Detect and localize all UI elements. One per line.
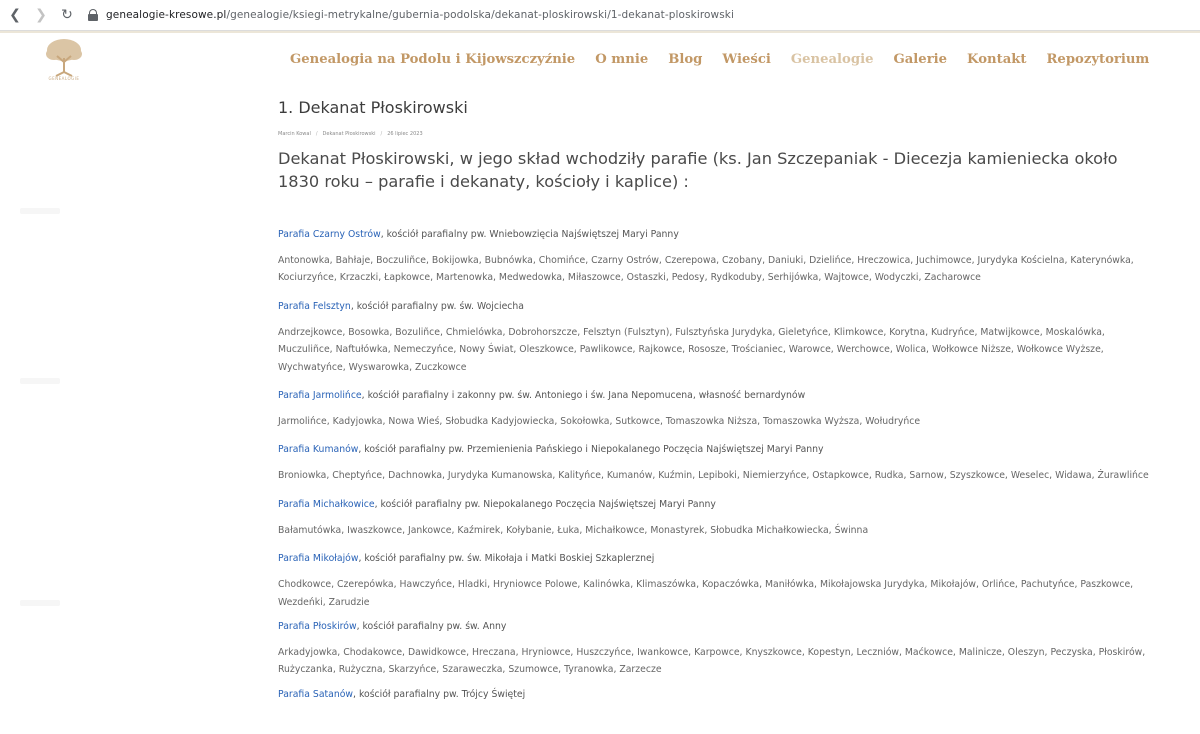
article bbox=[278, 98, 1158, 702]
parish-link[interactable]: Parafia Satanów bbox=[278, 688, 354, 700]
main-nav bbox=[290, 52, 1169, 67]
nav-wiesci[interactable]: Wieści bbox=[722, 52, 771, 67]
parish-heading: Parafia Jarmolińce, kościół parafialny i zakonny pw. św. Antoniego i św. Jana Nepomucena, własność bernardynów bbox=[278, 390, 806, 402]
parish-heading: Parafia Satanów, kościół parafialny pw. Trójcy Świętej bbox=[278, 688, 526, 700]
parish-heading: Parafia Mikołajów, kościół parafialny pw. św. Mikołaja i Matki Boskiej Szkaplerznej bbox=[278, 553, 655, 565]
nav-kontakt[interactable]: Kontakt bbox=[967, 52, 1027, 67]
nav-genealogie[interactable]: Genealogie bbox=[790, 52, 874, 67]
address-bar[interactable] bbox=[106, 9, 734, 21]
sidebar-placeholder bbox=[20, 600, 60, 606]
parish-link[interactable]: Parafia Czarny Ostrów bbox=[278, 229, 381, 240]
logo-text: GENEALOGIE bbox=[48, 76, 80, 81]
village-list: Jarmolińce, Kadyjowka, Nowa Wieś, Słobudka Kadyjowiecka, Sokołowka, Sutkowce, Tomaszowka Niższa, Tomaszowka Wyższa, Wołudryńce bbox=[278, 416, 921, 428]
nav-o-mnie[interactable]: O mnie bbox=[595, 52, 649, 67]
nav-blog[interactable]: Blog bbox=[668, 52, 703, 67]
village-list: Andrzejkowce, Bosowka, Bozuliñce, Chmielówka, Dobrohorszcze, Felsztyn (Fulsztyn), Fulsztyńska Jurydyka, Gieletyńce, Klimkowce, Korytna, Kudryńce, Matwijkowce, Moskalówka, Muczuliñce, Naftułówka, Nemeczyńce, Nowy Świat, Oleszkowce, Pawlikowce, Rajkowce, Rososze, Trościaniec, Warowce, Werchowce, Wolica, Wołkowce Niższe, Wołkowce Wyższe, Wychwatyńce, Wyswarowka, Zuczkowce bbox=[278, 326, 1105, 373]
meta-category[interactable]: Dekanat Płoskirowski bbox=[322, 131, 376, 137]
village-list: Bałamutówka, Iwaszkowce, Jankowce, Kaźmirek, Kołybanie, Łuka, Michałkowce, Monastyrek, Słobudka Michałkowiecka, Świnna bbox=[278, 524, 869, 536]
lock-icon[interactable] bbox=[88, 9, 98, 21]
article-meta: Marcin Kowal / Dekanat Płoskirowski / 26 lipiec 2023 bbox=[278, 131, 423, 137]
browser-toolbar bbox=[0, 0, 1200, 31]
village-list: Arkadyjowka, Chodakowce, Dawidkowce, Hreczana, Hryniowce, Huszczyńce, Iwankowce, Karpowce, Knyszkowce, Kopestyn, Leczniów, Maćkowce, Malinicze, Oleszyn, Peczyska, Płoskirów, Rużyczanka, Rużyczna, Skarzyńce, Szaraweczka, Szumowce, Tyranowka, Zarzecze bbox=[278, 647, 1146, 676]
meta-author[interactable]: Marcin Kowal bbox=[278, 131, 311, 137]
nav-galerie[interactable]: Galerie bbox=[893, 52, 948, 67]
parish-link[interactable]: Parafia Mikołajów bbox=[278, 553, 359, 565]
parish-heading: Parafia Płoskirów, kościół parafialny pw. św. Anny bbox=[278, 621, 507, 633]
tree-icon bbox=[40, 36, 88, 80]
parish-heading: Parafia Felsztyn, kościół parafialny pw. św. Wojciecha bbox=[278, 300, 525, 312]
parish-heading: Parafia Czarny Ostrów, kościół parafialny pw. Wniebowzięcia Najświętszej Maryi Panny bbox=[278, 229, 679, 240]
forward-icon[interactable]: ❯ bbox=[35, 7, 47, 23]
meta-date: 26 lipiec 2023 bbox=[387, 131, 423, 137]
sidebar-placeholder bbox=[20, 208, 60, 214]
sidebar-placeholder bbox=[20, 378, 60, 384]
back-icon[interactable]: ❮ bbox=[9, 7, 21, 23]
parish-heading: Parafia Kumanów, kościół parafialny pw. Przemienienia Pańskiego i Niepokalanego Poczęcia Najświętszej Maryi Panny bbox=[278, 444, 824, 456]
article-headline: Dekanat Płoskirowski, w jego skład wchodziły parafie (ks. Jan Szczepaniak - Diecezja kamieniecka około 1830 roku – parafie i dekanaty, kościoły i kaplice) : bbox=[278, 149, 1118, 191]
parish-link[interactable]: Parafia Kumanów bbox=[278, 444, 359, 456]
parish-link[interactable]: Parafia Płoskirów bbox=[278, 621, 357, 633]
parish-link[interactable]: Parafia Michałkowice bbox=[278, 498, 375, 510]
parish-link[interactable]: Parafia Felsztyn bbox=[278, 300, 351, 312]
nav-repozytorium[interactable]: Repozytorium bbox=[1046, 52, 1150, 67]
url-path: /genealogie/ksiegi-metrykalne/gubernia-podolska/dekanat-ploskirowski/1-dekanat-ploskirowski bbox=[226, 9, 734, 21]
page-title: 1. Dekanat Płoskirowski bbox=[278, 98, 468, 117]
nav-home[interactable]: Genealogia na Podolu i Kijowszczyźnie bbox=[290, 52, 576, 67]
header-divider bbox=[0, 31, 1200, 33]
parish-heading: Parafia Michałkowice, kościół parafialny pw. Niepokalanego Poczęcia Najświętszej Maryi Panny bbox=[278, 498, 716, 510]
url-host: genealogie-kresowe.pl bbox=[106, 9, 227, 21]
parish-link[interactable]: Parafia Jarmolińce bbox=[278, 390, 362, 402]
reload-icon[interactable]: ↻ bbox=[61, 7, 73, 23]
village-list: Chodkowce, Czerepówka, Hawczyńce, Hladki, Hryniowce Polowe, Kalinówka, Klimaszówka, Kopaczówka, Maniłówka, Mikołajowska Jurydyka, Mikołajów, Orlińce, Pachutyńce, Paszkowce, Wezdeńki, Zarudzie bbox=[278, 579, 1134, 608]
village-list: Antonowka, Bahłaje, Boczuliñce, Bokijowka, Bubnówka, Chomińce, Czarny Ostrów, Czerepowa, Czobany, Daniuki, Dzielińce, Hreczowica, Juchimowce, Jurydyka Kościelna, Katerynówka, Kociurzyńce, Krzaczki, Łapkowce, Martenowka, Medwedowka, Miłaszowce, Ostaszki, Pedosy, Rydkoduby, Serhijówka, Wajtowce, Wodyczki, Zacharowce bbox=[278, 255, 1134, 284]
village-list: Broniowka, Cheptyńce, Dachnowka, Jurydyka Kumanowska, Kalityńce, Kumanów, Kuźmin, Lepiboki, Niemierzyńce, Ostapkowce, Rudka, Sarnow, Szyszkowce, Weselec, Widawa, Żurawlińce bbox=[278, 470, 1149, 482]
